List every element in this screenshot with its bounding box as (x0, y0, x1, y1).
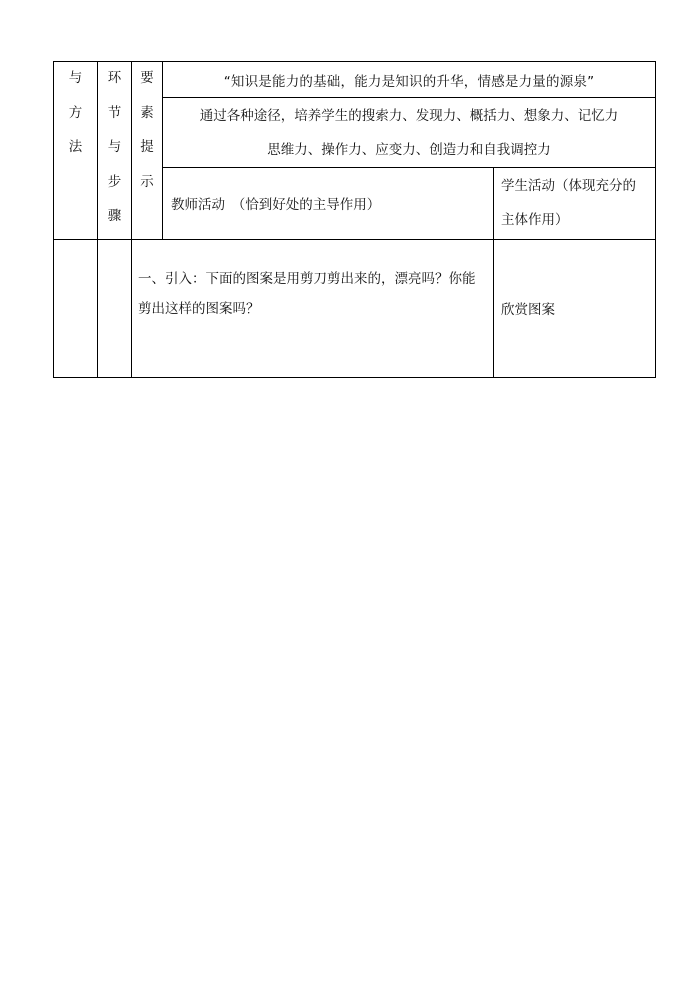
elements-label-char: 素 (140, 104, 154, 121)
empty-cell (54, 239, 98, 377)
method-label-char: 法 (68, 139, 83, 155)
student-response-cell (494, 239, 656, 377)
method-label-cell (54, 62, 98, 240)
empty-cell (98, 239, 132, 377)
table-row-intro (54, 239, 656, 377)
abilities-line-1: 通过各种途径，培养学生的搜索力、发现力、概括力、想象力、记忆力 (199, 107, 619, 124)
intro-line-2: 剪出这样的图案吗？ (138, 300, 260, 317)
steps-label-cell (98, 62, 132, 240)
teacher-activity-header-text: 教师活动 （恰到好处的主导作用） (171, 197, 381, 214)
abilities-cell (163, 98, 656, 168)
steps-label-char: 节 (107, 104, 122, 121)
method-label-char: 与 (68, 70, 83, 86)
teacher-activity-header (163, 167, 494, 239)
student-activity-header (494, 167, 656, 239)
steps-label-char: 骤 (107, 208, 122, 224)
quote-cell (163, 62, 656, 98)
elements-label-char: 要 (140, 70, 154, 86)
steps-label-char: 环 (107, 70, 122, 86)
method-label-char: 方 (68, 104, 83, 121)
student-activity-header-line-2: 主体作用） (501, 212, 569, 229)
lesson-plan-table (53, 61, 656, 378)
teacher-intro-cell (132, 239, 494, 377)
quote-text: “知识是能力的基础，能力是知识的升华，情感是力量的源泉” (223, 73, 595, 90)
steps-label-char: 步 (107, 173, 122, 190)
intro-line-1: 一、引入：下面的图案是用剪刀剪出来的，漂亮吗？你能 (138, 270, 476, 287)
student-response-text: 欣赏图案 (501, 302, 555, 318)
student-activity-header-line-1: 学生活动（体现充分的 (501, 178, 636, 195)
abilities-line-2: 思维力、操作力、应变力、创造力和自我调控力 (267, 141, 551, 158)
elements-label-char: 示 (140, 173, 154, 190)
table-row-quote (54, 62, 656, 98)
elements-label-cell (132, 62, 163, 240)
elements-label-char: 提 (140, 139, 154, 155)
steps-label-char: 与 (107, 139, 122, 155)
